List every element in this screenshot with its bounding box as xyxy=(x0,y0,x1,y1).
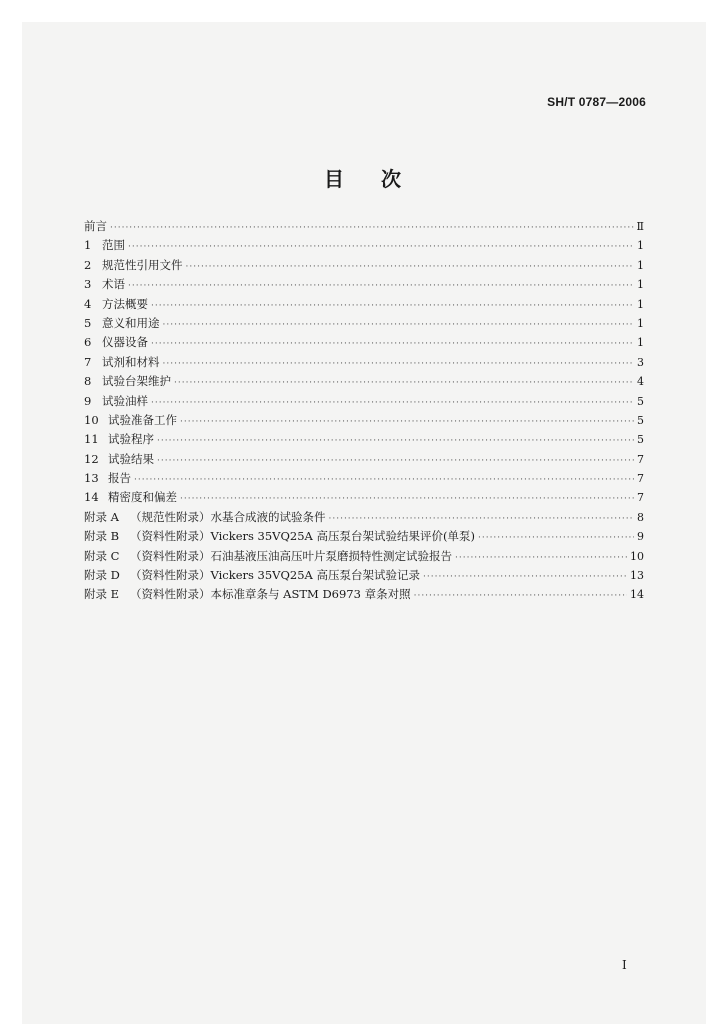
toc-entry-page: 5 xyxy=(637,413,644,427)
toc-entry[interactable] xyxy=(84,237,644,256)
toc-entry-page: 14 xyxy=(630,588,644,602)
document-code: SH/T 0787—2006 xyxy=(547,95,646,109)
toc-entry-page: 3 xyxy=(637,355,644,369)
toc-entry-page: Ⅱ xyxy=(636,220,644,233)
toc-entry-page: 1 xyxy=(637,239,644,253)
toc-entry-number: 8 xyxy=(84,374,92,389)
toc-entry-number: 附录 E xyxy=(84,587,120,602)
toc-entry[interactable] xyxy=(84,373,644,392)
toc-entry[interactable] xyxy=(84,412,644,431)
dot-leader xyxy=(151,398,634,408)
toc-entry-number: 13 xyxy=(84,471,99,486)
toc-entry-page: 10 xyxy=(630,549,644,563)
dot-leader xyxy=(128,242,634,252)
toc-entry-title: 方法概要 xyxy=(102,296,148,311)
toc-entry[interactable] xyxy=(84,393,644,412)
toc-entry[interactable] xyxy=(84,470,644,489)
dot-leader xyxy=(163,359,635,369)
dot-leader xyxy=(180,417,634,427)
toc-entry-title: （资料性附录）本标准章条与 ASTM D6973 章条对照 xyxy=(130,587,411,602)
toc-entry-number: 附录 A xyxy=(84,509,119,524)
dot-leader xyxy=(478,533,634,543)
toc-entry-number: 附录 C xyxy=(84,548,120,563)
toc-entry-title: （资料性附录）Vickers 35VQ25A 高压泵台架试验结果评价(单泵) xyxy=(130,529,475,544)
toc-entry[interactable] xyxy=(84,296,644,315)
toc-entry[interactable] xyxy=(84,509,644,528)
toc-entry-title: 精密度和偏差 xyxy=(108,490,177,505)
toc-entry-page: 1 xyxy=(637,278,644,292)
toc-entry-title: 试验准备工作 xyxy=(108,412,177,427)
toc-entry-number: 附录 B xyxy=(84,529,120,544)
toc-entry-title: 前言 xyxy=(84,219,107,233)
toc-entry-number: 9 xyxy=(84,393,92,408)
toc-entry-page: 5 xyxy=(637,433,644,447)
page-title: 目 次 xyxy=(324,167,402,191)
toc-entry-number: 4 xyxy=(84,296,92,311)
dot-leader xyxy=(128,281,634,291)
toc-entry-page: 4 xyxy=(637,375,644,389)
dot-leader xyxy=(329,514,635,524)
toc-entry-title: 试剂和材料 xyxy=(102,354,160,369)
toc-entry-title: 范围 xyxy=(102,238,125,253)
toc-entry-title: 规范性引用文件 xyxy=(102,257,183,272)
toc-entry-page: 1 xyxy=(637,297,644,311)
toc-entry-title: 术语 xyxy=(102,277,125,292)
toc-entry-title: 试验台架维护 xyxy=(102,374,171,389)
dot-leader xyxy=(180,494,634,504)
toc-entry-title: 仪器设备 xyxy=(102,335,148,350)
toc-entry-number: 附录 D xyxy=(84,568,120,583)
toc-entry-page: 1 xyxy=(637,336,644,350)
toc-entry[interactable] xyxy=(84,218,644,237)
toc-entry[interactable] xyxy=(84,334,644,353)
toc-entry-title: 试验程序 xyxy=(108,432,154,447)
toc-entry[interactable] xyxy=(84,489,644,508)
toc-entry[interactable] xyxy=(84,257,644,276)
toc-entry[interactable] xyxy=(84,451,644,470)
dot-leader xyxy=(157,456,634,466)
toc-entry-page: 1 xyxy=(637,316,644,330)
toc-entry[interactable] xyxy=(84,354,644,373)
toc-entry-number: 12 xyxy=(84,451,99,466)
dot-leader xyxy=(151,339,634,349)
dot-leader xyxy=(455,553,627,563)
dot-leader xyxy=(151,301,634,311)
toc-entry[interactable] xyxy=(84,276,644,295)
table-of-contents xyxy=(84,218,644,606)
toc-entry-title: （资料性附录）Vickers 35VQ25A 高压泵台架试验记录 xyxy=(130,568,421,583)
toc-entry-number: 5 xyxy=(84,315,92,330)
toc-entry-title: 试验油样 xyxy=(102,393,148,408)
toc-entry[interactable] xyxy=(84,431,644,450)
dot-leader xyxy=(157,436,634,446)
toc-entry-page: 7 xyxy=(637,491,644,505)
page-number: I xyxy=(622,958,627,972)
toc-entry[interactable] xyxy=(84,567,644,586)
toc-entry[interactable] xyxy=(84,528,644,547)
toc-entry-page: 13 xyxy=(630,569,644,583)
toc-entry-number: 2 xyxy=(84,257,92,272)
dot-leader xyxy=(174,378,634,388)
dot-leader xyxy=(163,320,635,330)
toc-entry-page: 7 xyxy=(637,472,644,486)
toc-entry[interactable] xyxy=(84,586,644,605)
toc-entry-number: 14 xyxy=(84,490,99,505)
dot-leader xyxy=(134,475,634,485)
toc-entry-number: 11 xyxy=(84,432,99,447)
dot-leader xyxy=(414,591,627,601)
dot-leader xyxy=(423,572,627,582)
toc-entry-number: 10 xyxy=(84,412,99,427)
toc-entry-page: 9 xyxy=(637,530,644,544)
toc-entry-title: （资料性附录）石油基液压油高压叶片泵磨损特性测定试验报告 xyxy=(130,548,452,563)
toc-entry-page: 7 xyxy=(637,452,644,466)
toc-entry-title: 报告 xyxy=(108,471,131,486)
toc-entry[interactable] xyxy=(84,548,644,567)
toc-entry-title: 意义和用途 xyxy=(102,315,160,330)
toc-entry-page: 1 xyxy=(637,258,644,272)
toc-entry-title: （规范性附录）水基合成液的试验条件 xyxy=(130,509,326,524)
toc-entry-page: 8 xyxy=(637,510,644,524)
toc-entry-title: 试验结果 xyxy=(108,451,154,466)
toc-entry[interactable] xyxy=(84,315,644,334)
toc-entry-page: 5 xyxy=(637,394,644,408)
toc-entry-number: 1 xyxy=(84,238,92,253)
toc-entry-number: 7 xyxy=(84,354,92,369)
dot-leader xyxy=(186,262,635,272)
dot-leader xyxy=(110,223,634,233)
toc-entry-number: 6 xyxy=(84,335,92,350)
toc-entry-number: 3 xyxy=(84,277,92,292)
